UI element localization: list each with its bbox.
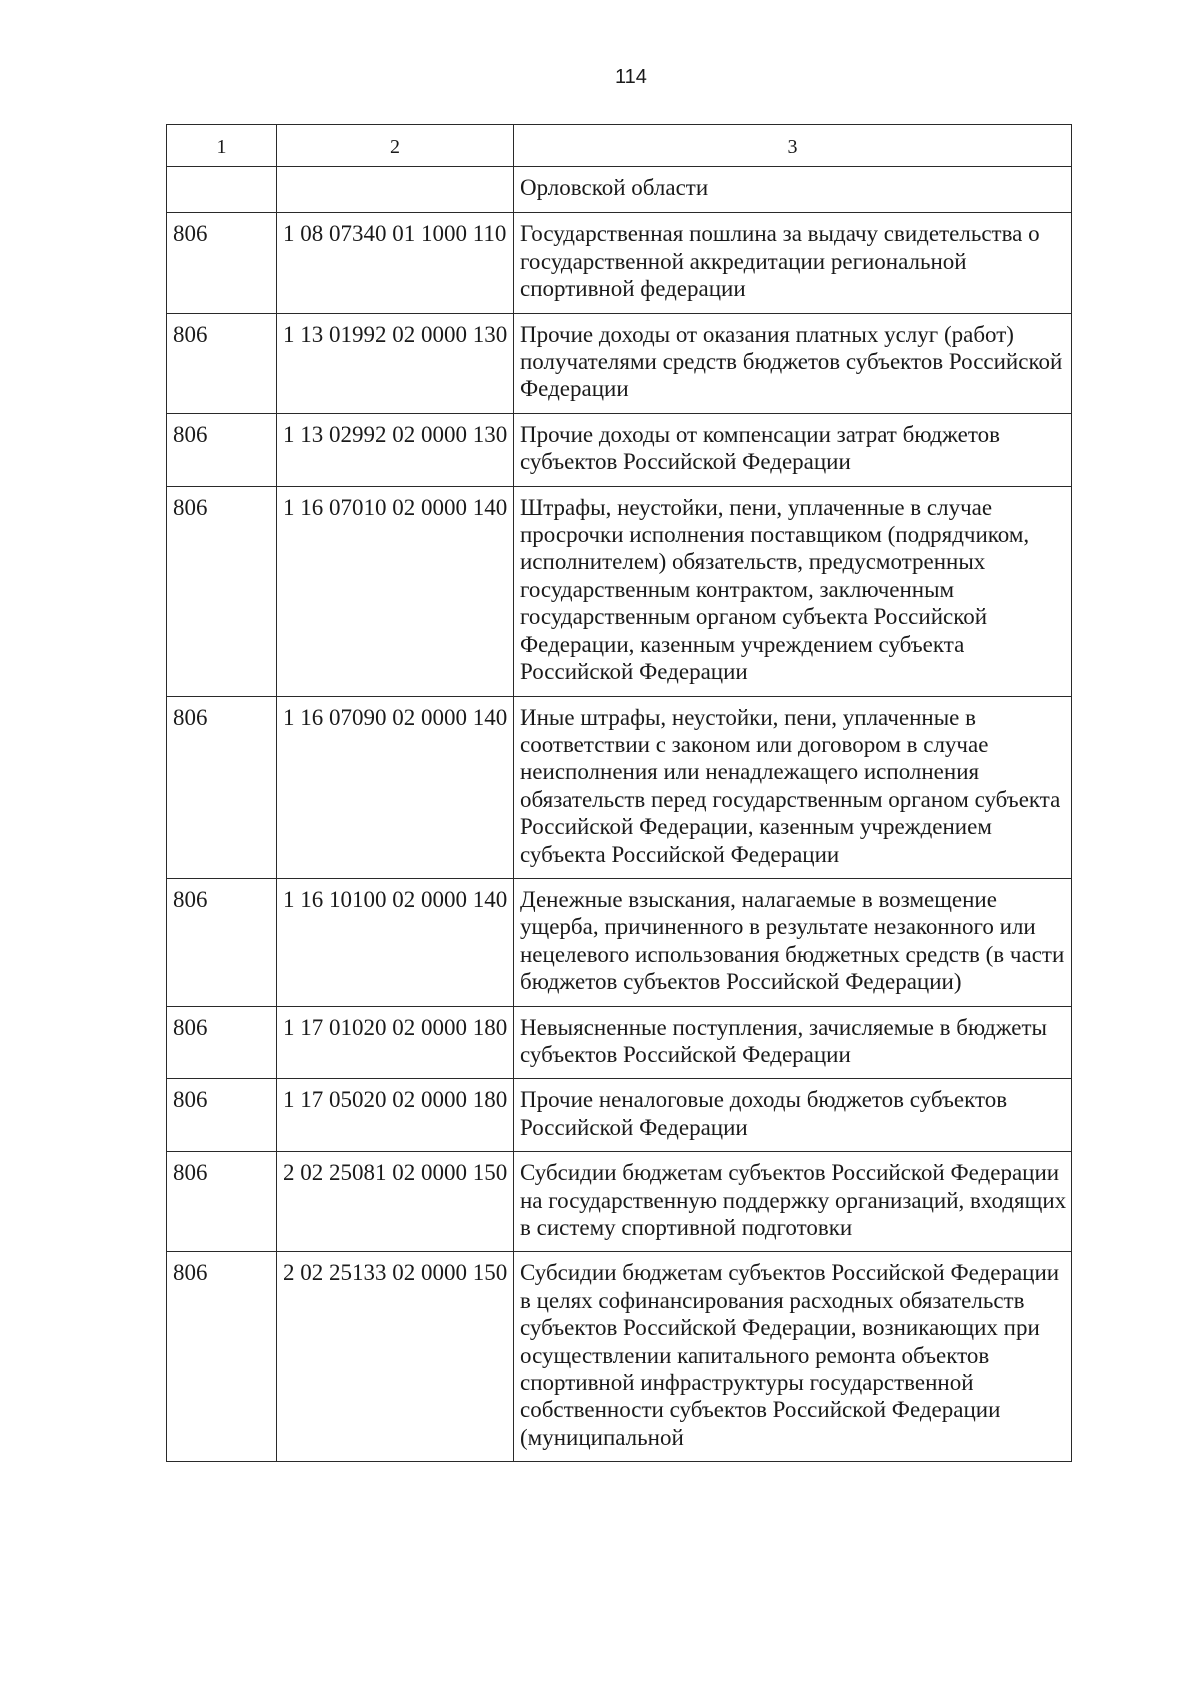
table-row <box>167 213 1072 313</box>
cell-kbk: 1 16 07090 02 0000 140 <box>277 696 514 878</box>
cell-kbk: 2 02 25133 02 0000 150 <box>277 1252 514 1462</box>
cell-admin-code: 806 <box>167 213 277 313</box>
table-row <box>167 1252 1072 1462</box>
cell-kbk: 1 16 10100 02 0000 140 <box>277 878 514 1006</box>
cell-admin-code: 806 <box>167 486 277 696</box>
table-row <box>167 1152 1072 1252</box>
cell-description: Иные штрафы, неустойки, пени, уплаченные в соответствии с законом или договором в случае неисполнения или ненадлежащего исполнения обязательств перед государственным органом субъекта Российской Федерации, казенным учреждением субъекта Российской Федерации <box>514 696 1072 878</box>
cell-description: Прочие доходы от компенсации затрат бюджетов субъектов Российской Федерации <box>514 413 1072 486</box>
cell-admin-code: 806 <box>167 696 277 878</box>
cell-description: Денежные взыскания, налагаемые в возмещение ущерба, причиненного в результате незаконного или нецелевого использования бюджетных средств (в части бюджетов субъектов Российской Федерации) <box>514 878 1072 1006</box>
cell-admin-code: 806 <box>167 413 277 486</box>
cell-admin-code: 806 <box>167 1006 277 1079</box>
column-header-3: 3 <box>514 125 1072 167</box>
column-header-2: 2 <box>277 125 514 167</box>
page-number: 114 <box>615 66 647 88</box>
budget-classification-table <box>166 124 1072 1462</box>
cell-description: Прочие доходы от оказания платных услуг (работ) получателями средств бюджетов субъектов Российской Федерации <box>514 313 1072 413</box>
cell-kbk: 1 08 07340 01 1000 110 <box>277 213 514 313</box>
cell-kbk <box>277 167 514 213</box>
table-header-row <box>167 125 1072 167</box>
cell-kbk: 1 17 01020 02 0000 180 <box>277 1006 514 1079</box>
table-row <box>167 413 1072 486</box>
cell-description: Субсидии бюджетам субъектов Российской Федерации на государственную поддержку организаций, входящих в систему спортивной подготовки <box>514 1152 1072 1252</box>
column-header-1: 1 <box>167 125 277 167</box>
table-row <box>167 696 1072 878</box>
cell-description: Государственная пошлина за выдачу свидетельства о государственной аккредитации региональной спортивной федерации <box>514 213 1072 313</box>
cell-description: Невыясненные поступления, зачисляемые в бюджеты субъектов Российской Федерации <box>514 1006 1072 1079</box>
cell-admin-code: 806 <box>167 1252 277 1462</box>
cell-kbk: 1 16 07010 02 0000 140 <box>277 486 514 696</box>
cell-description: Орловской области <box>514 167 1072 213</box>
cell-admin-code: 806 <box>167 1152 277 1252</box>
table-row <box>167 313 1072 413</box>
cell-kbk: 1 17 05020 02 0000 180 <box>277 1079 514 1152</box>
table-row-continuation <box>167 167 1072 213</box>
cell-kbk: 1 13 01992 02 0000 130 <box>277 313 514 413</box>
table-row <box>167 1079 1072 1152</box>
cell-description: Субсидии бюджетам субъектов Российской Федерации в целях софинансирования расходных обязательств субъектов Российской Федерации, возникающих при осуществлении капитального ремонта объектов спортивной инфраструктуры государственной собственности субъектов Российской Федерации (муниципальной <box>514 1252 1072 1462</box>
cell-kbk: 2 02 25081 02 0000 150 <box>277 1152 514 1252</box>
cell-description: Штрафы, неустойки, пени, уплаченные в случае просрочки исполнения поставщиком (подрядчиком, исполнителем) обязательств, предусмотренных государственным контрактом, заключенным государственным органом субъекта Российской Федерации, казенным учреждением субъекта Российской Федерации <box>514 486 1072 696</box>
cell-description: Прочие неналоговые доходы бюджетов субъектов Российской Федерации <box>514 1079 1072 1152</box>
table-row <box>167 878 1072 1006</box>
cell-admin-code: 806 <box>167 1079 277 1152</box>
cell-admin-code: 806 <box>167 878 277 1006</box>
cell-admin-code: 806 <box>167 313 277 413</box>
cell-kbk: 1 13 02992 02 0000 130 <box>277 413 514 486</box>
table-row <box>167 1006 1072 1079</box>
table-row <box>167 486 1072 696</box>
cell-admin-code <box>167 167 277 213</box>
